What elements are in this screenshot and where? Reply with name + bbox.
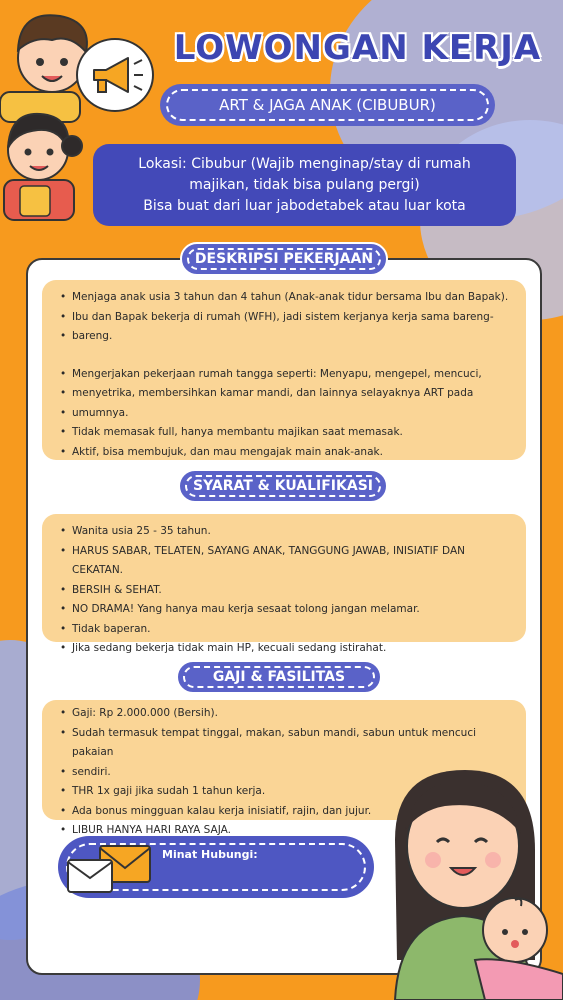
list-item: • Tidak baperan. xyxy=(60,620,514,640)
location-line: Bisa buat dari luar jabodetabek atau luar kota xyxy=(143,197,466,214)
list-item: • sendiri. xyxy=(60,763,514,783)
list-item: • Jika sedang bekerja tidak main HP, kecuali sedang istirahat. xyxy=(60,639,514,659)
location-line: majikan, tidak bisa pulang pergi) xyxy=(189,176,420,193)
page-title: LOWONGAN KERJA xyxy=(173,28,542,68)
list-item: • NO DRAMA! Yang hanya mau kerja sesaat tolong jangan melamar. xyxy=(60,600,514,620)
list-item: • Wanita usia 25 - 35 tahun. xyxy=(60,522,514,542)
section-title: GAJI & FASILITAS xyxy=(212,669,346,685)
list-item: • umumnya. xyxy=(60,404,514,424)
list-item: • Menjaga anak usia 3 tahun dan 4 tahun (Anak-anak tidur bersama Ibu dan Bapak). xyxy=(60,288,514,308)
list-item: • THR 1x gaji jika sudah 1 tahun kerja. xyxy=(60,782,514,802)
section-header-syarat xyxy=(178,469,388,503)
job-role-badge xyxy=(160,84,495,126)
list-spacer xyxy=(60,347,514,365)
list-item: • bareng. xyxy=(60,327,514,347)
list-item: • Ada bonus mingguan kalau kerja inisiatif, rajin, dan jujur. xyxy=(60,802,514,822)
list-item: • Sudah termasuk tempat tinggal, makan, sabun mandi, sabun untuk mencuci pakaian xyxy=(60,724,514,763)
list-item: • LIBUR HANYA HARI RAYA SAJA. xyxy=(60,821,514,841)
section-header-gaji xyxy=(176,660,382,694)
contact-label: Minat Hubungi: xyxy=(162,848,258,861)
list-item: • Tidak memasak full, hanya membantu majikan saat memasak. xyxy=(60,423,514,443)
list-item: • Gaji: Rp 2.000.000 (Bersih). xyxy=(60,704,514,724)
section-panel-deskripsi xyxy=(42,280,526,460)
list-item: • HARUS SABAR, TELATEN, SAYANG ANAK, TANGGUNG JAWAB, INISIATIF DAN CEKATAN. xyxy=(60,542,514,581)
job-role-label: ART & JAGA ANAK (CIBUBUR) xyxy=(219,96,436,114)
megaphone-icon xyxy=(86,50,146,100)
envelope-icon xyxy=(66,844,156,896)
location-box xyxy=(93,144,516,226)
section-title: DESKRIPSI PEKERJAAN xyxy=(194,251,374,267)
list-item: • Mengerjakan pekerjaan rumah tangga seperti: Menyapu, mengepel, mencuci, xyxy=(60,365,514,385)
list-item: • menyetrika, membersihkan kamar mandi, dan lainnya selayaknya ART pada xyxy=(60,384,514,404)
mother-baby-illustration xyxy=(375,760,563,1000)
location-line: Lokasi: Cibubur (Wajib menginap/stay di rumah xyxy=(138,155,471,172)
section-panel-syarat xyxy=(42,514,526,654)
section-title: SYARAT & KUALIFIKASI xyxy=(192,478,373,494)
section-header-deskripsi xyxy=(180,242,388,276)
list-item: • Ibu dan Bapak bekerja di rumah (WFH), jadi sistem kerjanya kerja sama bareng- xyxy=(60,308,514,328)
list-item: • BERSIH & SEHAT. xyxy=(60,581,514,601)
list-item: • Aktif, bisa membujuk, dan mau mengajak main anak-anak. xyxy=(60,443,514,463)
